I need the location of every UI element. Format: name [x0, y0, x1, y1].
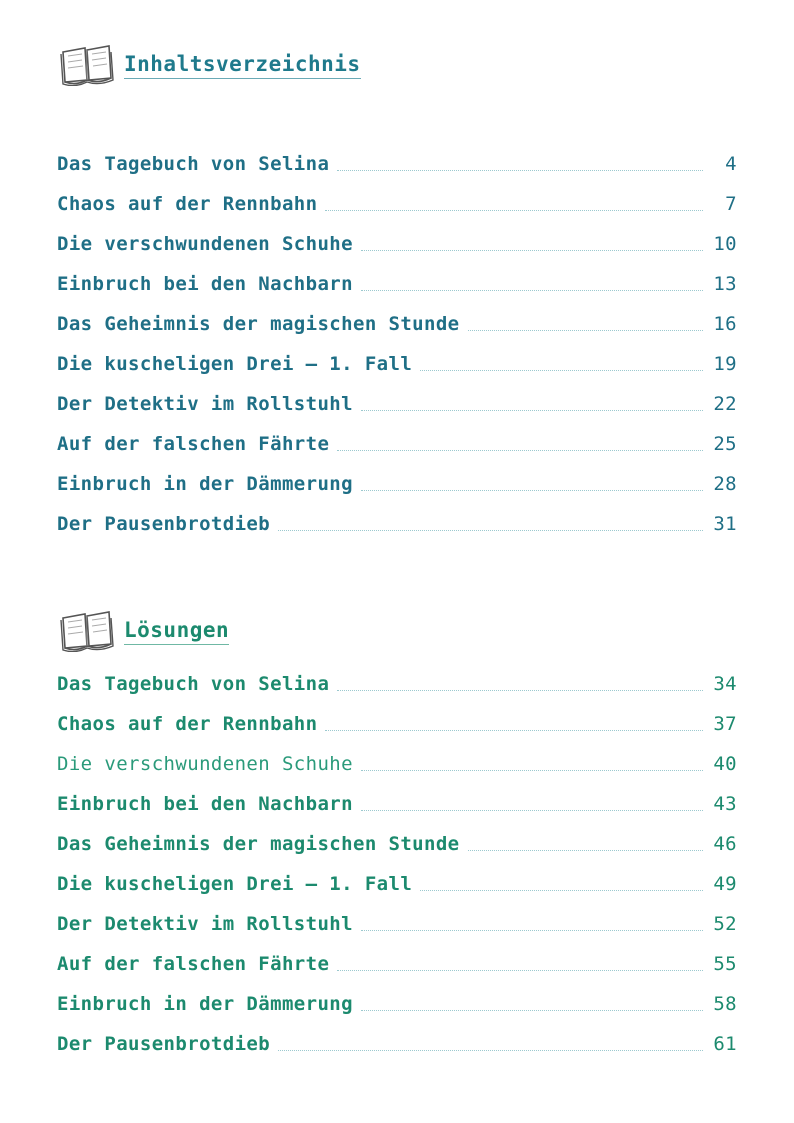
toc-entry[interactable]: [57, 224, 737, 264]
toc-entry-title: Der Detektiv im Rollstuhl: [57, 913, 353, 935]
dotted-leader: [361, 409, 703, 411]
toc-entry-title: Einbruch bei den Nachbarn: [57, 793, 353, 815]
contents-section: [57, 42, 737, 562]
toc-entry-page: 52: [713, 913, 737, 935]
dotted-leader: [468, 849, 703, 851]
dotted-leader: [361, 809, 703, 811]
toc-entry-page: 13: [713, 273, 737, 295]
toc-entry-title: Das Geheimnis der magischen Stunde: [57, 833, 460, 855]
contents-list: [57, 144, 737, 544]
toc-entry[interactable]: [57, 264, 737, 304]
toc-entry[interactable]: [57, 144, 737, 184]
dotted-leader: [337, 969, 703, 971]
toc-entry-page: 49: [713, 873, 737, 895]
dotted-leader: [420, 369, 703, 371]
toc-entry-page: 22: [713, 393, 737, 415]
dotted-leader: [361, 289, 703, 291]
toc-entry-title: Einbruch in der Dämmerung: [57, 993, 353, 1015]
toc-entry[interactable]: [57, 904, 737, 944]
dotted-leader: [468, 329, 703, 331]
toc-entry[interactable]: [57, 984, 737, 1024]
toc-entry[interactable]: [57, 424, 737, 464]
dotted-leader: [337, 449, 703, 451]
toc-entry-title: Die verschwundenen Schuhe: [57, 233, 353, 255]
toc-entry[interactable]: [57, 304, 737, 344]
dotted-leader: [361, 249, 703, 251]
toc-entry-title: Einbruch in der Dämmerung: [57, 473, 353, 495]
toc-entry-page: 43: [713, 793, 737, 815]
toc-entry[interactable]: [57, 464, 737, 504]
dotted-leader: [337, 689, 703, 691]
toc-entry-page: 4: [725, 153, 737, 175]
toc-entry-title: Auf der falschen Fährte: [57, 953, 330, 975]
toc-entry[interactable]: [57, 784, 737, 824]
toc-entry-page: 25: [713, 433, 737, 455]
open-book-icon: [59, 608, 115, 652]
toc-entry-page: 37: [713, 713, 737, 735]
dotted-leader: [337, 169, 703, 171]
toc-entry[interactable]: [57, 504, 737, 544]
dotted-leader: [278, 529, 703, 531]
toc-entry-title: Chaos auf der Rennbahn: [57, 713, 318, 735]
toc-entry-page: 7: [725, 193, 737, 215]
toc-entry-page: 34: [713, 673, 737, 695]
solutions-header: [57, 608, 737, 652]
dotted-leader: [361, 489, 703, 491]
toc-entry[interactable]: [57, 664, 737, 704]
toc-entry[interactable]: [57, 384, 737, 424]
open-book-icon: [59, 42, 115, 86]
toc-entry-title: Das Tagebuch von Selina: [57, 153, 330, 175]
toc-entry[interactable]: [57, 824, 737, 864]
toc-entry[interactable]: [57, 1024, 737, 1064]
solutions-section: [57, 608, 737, 1078]
toc-entry-page: 28: [713, 473, 737, 495]
toc-entry-title: Auf der falschen Fährte: [57, 433, 330, 455]
toc-entry-title: Chaos auf der Rennbahn: [57, 193, 318, 215]
toc-entry[interactable]: [57, 744, 737, 784]
toc-entry[interactable]: [57, 184, 737, 224]
toc-entry-title: Das Tagebuch von Selina: [57, 673, 330, 695]
dotted-leader: [278, 1049, 703, 1051]
contents-header: [57, 42, 737, 86]
contents-heading: Inhaltsverzeichnis: [124, 52, 361, 79]
toc-entry[interactable]: [57, 704, 737, 744]
dotted-leader: [361, 929, 703, 931]
toc-entry[interactable]: [57, 944, 737, 984]
dotted-leader: [420, 889, 703, 891]
toc-entry-page: 46: [713, 833, 737, 855]
toc-entry-title: Das Geheimnis der magischen Stunde: [57, 313, 460, 335]
toc-entry[interactable]: [57, 344, 737, 384]
toc-entry-page: 55: [713, 953, 737, 975]
dotted-leader: [325, 729, 703, 731]
toc-entry-page: 31: [713, 513, 737, 535]
toc-entry-title: Die kuscheligen Drei – 1. Fall: [57, 353, 413, 375]
toc-entry-title: Einbruch bei den Nachbarn: [57, 273, 353, 295]
toc-entry-page: 19: [713, 353, 737, 375]
toc-entry-title: Der Pausenbrotdieb: [57, 1033, 271, 1055]
dotted-leader: [361, 1009, 703, 1011]
toc-entry-page: 40: [713, 753, 737, 775]
toc-entry-page: 16: [713, 313, 737, 335]
toc-entry-page: 61: [713, 1033, 737, 1055]
toc-entry[interactable]: [57, 864, 737, 904]
solutions-list: [57, 664, 737, 1064]
toc-entry-title: Der Pausenbrotdieb: [57, 513, 271, 535]
solutions-heading: Lösungen: [124, 618, 229, 645]
toc-entry-title: Die kuscheligen Drei – 1. Fall: [57, 873, 413, 895]
dotted-leader: [325, 209, 703, 211]
dotted-leader: [361, 769, 703, 771]
toc-entry-page: 58: [713, 993, 737, 1015]
toc-entry-page: 10: [713, 233, 737, 255]
toc-entry-title: Die verschwundenen Schuhe: [57, 753, 353, 775]
toc-entry-title: Der Detektiv im Rollstuhl: [57, 393, 353, 415]
